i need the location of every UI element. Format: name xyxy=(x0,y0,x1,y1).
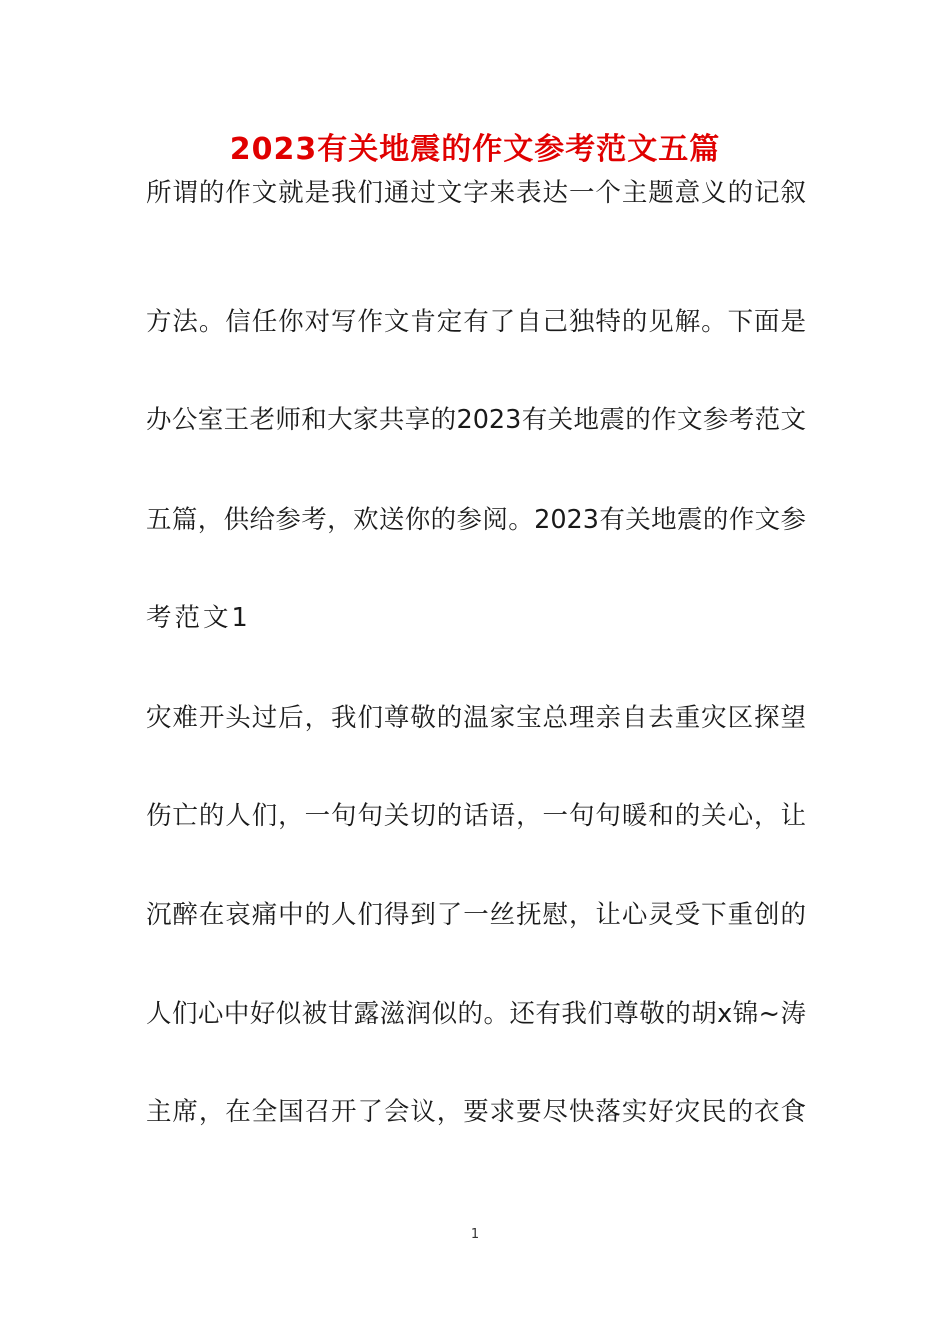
body-line-4: 五篇，供给参考，欢送你的参阅。2023有关地震的作文参 xyxy=(146,505,806,535)
body-line-5: 考范文1 xyxy=(146,603,251,633)
body-line-8: 沉醉在哀痛中的人们得到了一丝抚慰，让心灵受下重创的 xyxy=(146,900,806,930)
body-line-9: 人们心中好似被甘露滋润似的。还有我们尊敬的胡x锦~涛 xyxy=(146,999,806,1029)
body-line-10: 主席，在全国召开了会议，要求要尽快落实好灾民的衣食 xyxy=(146,1097,806,1127)
body-line-2: 方法。信任你对写作文肯定有了自己独特的见解。下面是 xyxy=(146,307,806,337)
body-line-7: 伤亡的人们，一句句关切的话语，一句句暖和的关心，让 xyxy=(146,801,806,831)
page-number: 1 xyxy=(470,1227,480,1242)
body-line-3: 办公室王老师和大家共享的2023有关地震的作文参考范文 xyxy=(146,405,806,435)
body-line-1: 所谓的作文就是我们通过文字来表达一个主题意义的记叙 xyxy=(146,178,806,208)
body-line-6: 灾难开头过后，我们尊敬的温家宝总理亲自去重灾区探望 xyxy=(146,703,806,733)
document-title: 2023有关地震的作文参考范文五篇 xyxy=(229,132,721,167)
